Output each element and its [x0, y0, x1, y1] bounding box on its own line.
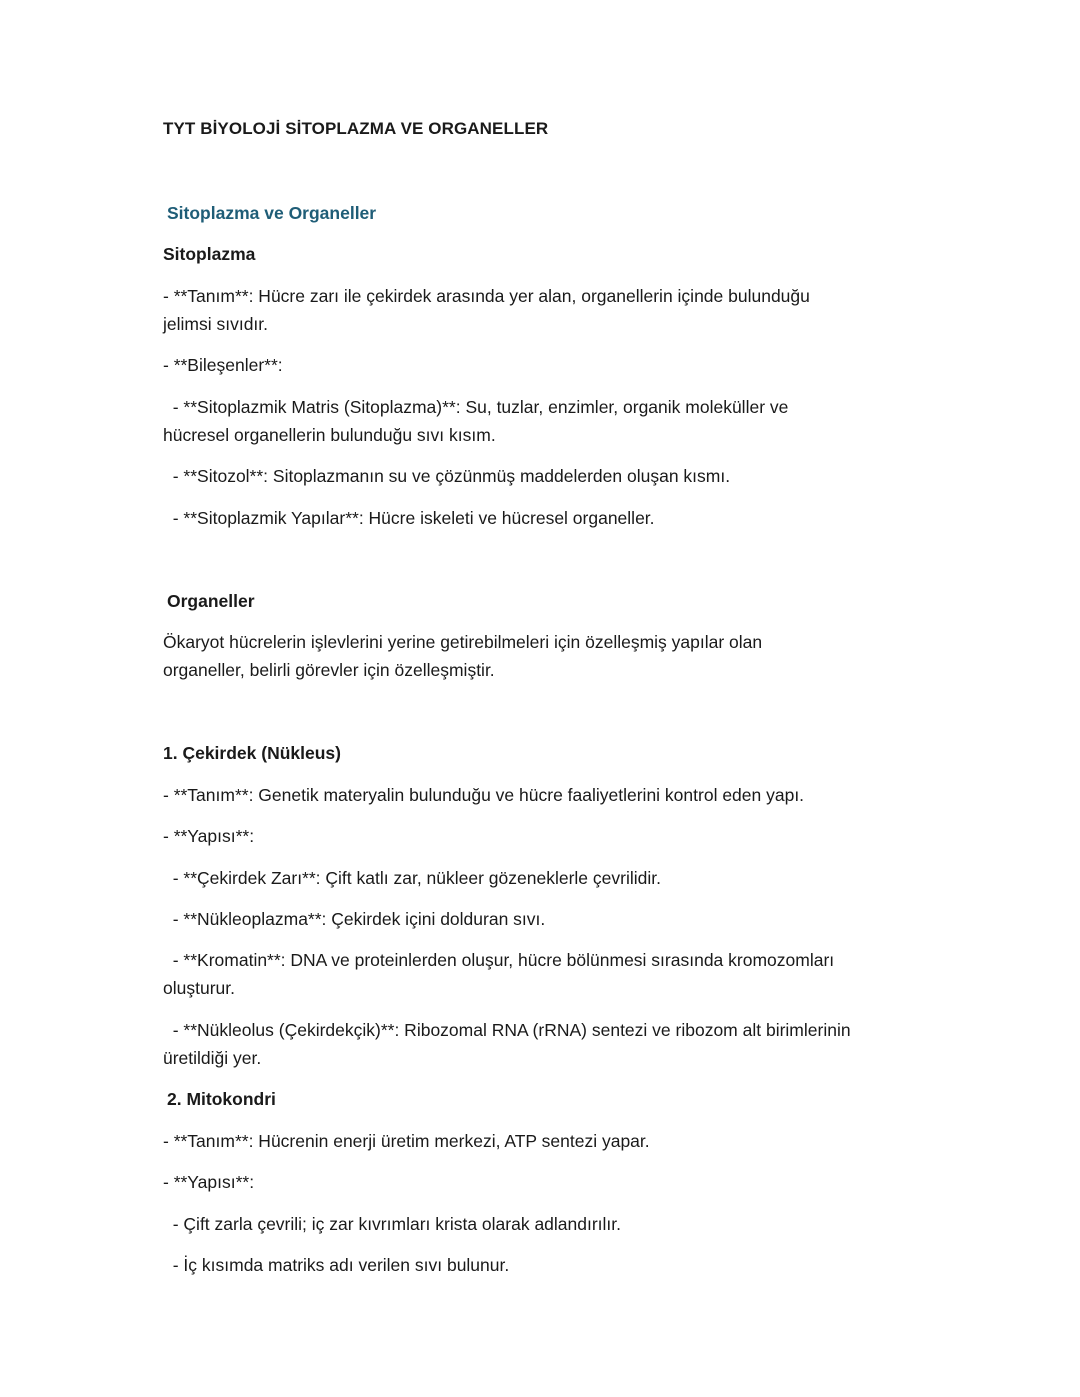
sitoplazma-tanim-line1: - **Tanım**: Hücre zarı ile çekirdek arasında yer alan, organellerin içinde bulunduğu: [163, 286, 810, 306]
cekirdek-tanim: - **Tanım**: Genetik materyalin bulunduğu ve hücre faaliyetlerini kontrol eden yapı.: [163, 785, 805, 805]
organeller-intro-line2: organeller, belirli görevler için özelleşmiştir.: [163, 660, 495, 680]
sitoplazma-sitozol: - **Sitozol**: Sitoplazmanın su ve çözünmüş maddelerden oluşan kısmı.: [163, 466, 731, 486]
sitoplazma-matris-line2: hücresel organellerin bulunduğu sıvı kısım.: [163, 425, 496, 445]
sitoplazma-yapilar: - **Sitoplazmik Yapılar**: Hücre iskeleti ve hücresel organeller.: [163, 508, 655, 528]
mitokondri-zar: - Çift zarla çevrili; iç zar kıvrımları krista olarak adlandırılır.: [163, 1214, 622, 1234]
document-title: TYT BİYOLOJİ SİTOPLAZMA VE ORGANELLER: [163, 119, 549, 138]
cekirdek-nukleolus-line2: üretildiği yer.: [163, 1048, 262, 1068]
sitoplazma-tanim-line2: jelimsi sıvıdır.: [163, 314, 269, 334]
mitokondri-heading: 2. Mitokondri: [167, 1089, 276, 1109]
sitoplazma-matris-line1: - **Sitoplazmik Matris (Sitoplazma)**: Su, tuzlar, enzimler, organik moleküller ve: [163, 397, 789, 417]
cekirdek-kromatin-line1: - **Kromatin**: DNA ve proteinlerden oluşur, hücre bölünmesi sırasında kromozomları: [163, 950, 835, 970]
cekirdek-kromatin-line2: oluşturur.: [163, 978, 235, 998]
organeller-intro-line1: Ökaryot hücrelerin işlevlerini yerine getirebilmeleri için özelleşmiş yapılar olan: [163, 632, 763, 652]
mitokondri-tanim: - **Tanım**: Hücrenin enerji üretim merkezi, ATP sentezi yapar.: [163, 1131, 650, 1151]
cekirdek-nukleolus-line1: - **Nükleolus (Çekirdekçik)**: Ribozomal RNA (rRNA) sentezi ve ribozom alt birimlerinin: [163, 1020, 851, 1040]
cekirdek-heading: 1. Çekirdek (Nükleus): [163, 743, 341, 763]
mitokondri-matriks: - İç kısımda matriks adı verilen sıvı bulunur.: [163, 1255, 510, 1275]
cekirdek-yapisi: - **Yapısı**:: [163, 826, 255, 846]
sitoplazma-heading: Sitoplazma: [163, 244, 256, 264]
sitoplazma-bilesenler: - **Bileşenler**:: [163, 355, 283, 375]
cekirdek-zar: - **Çekirdek Zarı**: Çift katlı zar, nükleer gözeneklerle çevrilidir.: [163, 868, 661, 888]
section-heading: Sitoplazma ve Organeller: [167, 203, 377, 223]
mitokondri-yapisi: - **Yapısı**:: [163, 1172, 255, 1192]
organeller-heading: Organeller: [167, 591, 255, 611]
cekirdek-nukleoplazma: - **Nükleoplazma**: Çekirdek içini dolduran sıvı.: [163, 909, 546, 929]
